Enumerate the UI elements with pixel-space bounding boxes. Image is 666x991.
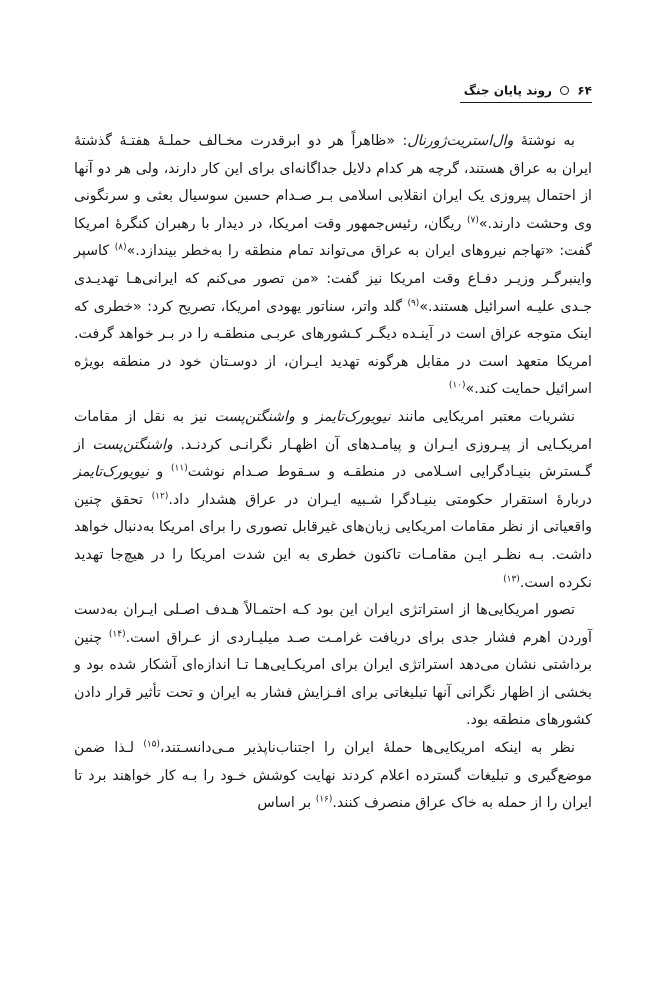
text-run: لـذا ضمن موضع‌گیری و تبلیغات گسترده اعلام کردند نهایت کوشش خـود را بـه کار خواهند برد تا ایران را از حمله به خاک عراق منصرف کنند. bbox=[74, 740, 592, 812]
publication-title: وال‌استریت‌ژورنال bbox=[407, 133, 514, 149]
text-run: به نوشتهٔ bbox=[513, 133, 575, 149]
footnote-marker: (۸) bbox=[114, 242, 127, 253]
paragraph bbox=[74, 735, 592, 818]
footnote-marker: (۷) bbox=[467, 215, 479, 226]
text-run: چنین برداشتی نشان می‌دهد استراتژی ایران برای امریکـایی‌هـا تـا اندازه‌ای آشکار شده بود و بخشی از اظهار نگرانی آنها تبلیغاتی برای افـزایش فشار به ایران و تحت تأثیر قرار دادن کشورهای منطقه بود. bbox=[74, 629, 592, 729]
text-run: ریگان، رئیس‌جمهور وقت امریکا، در دیدار با رهبران کنگرهٔ امریکا گفت: «تهاجم نیروهای ایران به عراق می‌تواند تمام منطقه را به‌خطر بیندازد.» bbox=[74, 215, 593, 260]
text-run: تصور امریکایی‌ها از استراتژی ایران این بود کـه احتمـالاً هـدف اصـلی ایـران به‌دست آوردن اهرم فشار جدی برای دریافت غرامـت صـد میلیـاردی از عـراق است. bbox=[74, 602, 592, 646]
text-run: گلد واتر، سناتور یهودی امریکا، تصریح کرد: «خطری که اینک متوجه عراق است در آینـده دیگـر کـشورهای عربـی منطقـه را در بـر خواهد گرفت. امریکا متعهد است در مقابل هرگونه تهدید ایـران، از دوسـتان خود در منطقه بویژه اسرائیل حمایت کند.» bbox=[74, 298, 592, 398]
publication-title: نیویورک‌تایمز bbox=[315, 408, 391, 425]
paragraph bbox=[74, 404, 592, 597]
footnote-marker: (۱۵) bbox=[143, 739, 161, 750]
text-run: دربارهٔ استقرار حکومتی بنیـادگرا شـبیه ایـران در عراق هشدار داد. bbox=[168, 491, 592, 508]
footnote-marker: (۱۶) bbox=[315, 794, 333, 805]
publication-title: واشنگتن‌پست bbox=[92, 436, 173, 453]
page-number: ۶۴ bbox=[577, 83, 592, 98]
paragraph bbox=[74, 597, 592, 735]
text-run: بر اساس bbox=[257, 795, 316, 812]
footnote-marker: (۱۱) bbox=[171, 463, 188, 474]
footnote-marker: (۱۳) bbox=[503, 573, 520, 584]
running-head bbox=[74, 80, 592, 104]
text-run: نشریات معتبر امریکایی مانند bbox=[390, 408, 575, 425]
footnote-marker: (۹) bbox=[407, 297, 420, 308]
text-run: و bbox=[294, 408, 316, 425]
circle-ornament-icon bbox=[560, 86, 569, 95]
text-run: و bbox=[148, 464, 172, 481]
body-text bbox=[74, 128, 592, 818]
text-run: از گـسترش بنیـادگرایی اسـلامی در منطقـه و سـقوط صـدام نوشت bbox=[74, 436, 592, 481]
text-run: نیز به نقل از مقامات امریکـایی از پیـروزی ایـران و پیامـدهای آن اظهـار نگرانـی کردنـد. bbox=[74, 408, 592, 453]
text-run: : «ظاهراً هر دو ابرقدرت مخـالف حملـهٔ هفتـهٔ گذشتهٔ ایران به عراق هستند، گرچه هر کدام دلایل جداگانه‌ای برای این کار دارند، ولی هر دو آنها از احتمال پیروزی یک ایران انقلابی اسلامی بـر صـدام حسین سوسیال بعثی و سرنگونی وی وحشت دارند.» bbox=[74, 133, 592, 232]
footnote-marker: (۱۰) bbox=[448, 380, 466, 391]
book-title: روند پایان جنگ bbox=[463, 83, 552, 98]
header-rule bbox=[460, 102, 592, 103]
publication-title: نیویورک‌تایمز bbox=[74, 464, 149, 481]
paragraph bbox=[74, 128, 592, 404]
footnote-marker: (۱۲) bbox=[151, 490, 169, 501]
publication-title: واشنگتن‌پست bbox=[214, 408, 295, 425]
text-run: تحقق چنین واقعیاتی از نظر مقامات امریکایی زیان‌های غیرقابل تصوری را برای امریکا به‌دنبال خواهد داشت. بـه نظـر ایـن مقامـات تاکنون خطری به این شدت امریکا را در هیچ‌جا تهدید نکرده است. bbox=[74, 491, 592, 591]
text-run: کاسپر واینبرگـر وزیـر دفـاع وقت امریکا نیز گفت: «من تصور می‌کنم که ایرانی‌هـا تهدیـدی جـدی علیـه اسرائیل هستند.» bbox=[74, 243, 592, 315]
text-run: نظر به اینکه امریکایی‌ها حملهٔ ایران را اجتناب‌ناپذیر مـی‌دانسـتند، bbox=[160, 740, 575, 757]
footnote-marker: (۱۴) bbox=[108, 628, 126, 639]
